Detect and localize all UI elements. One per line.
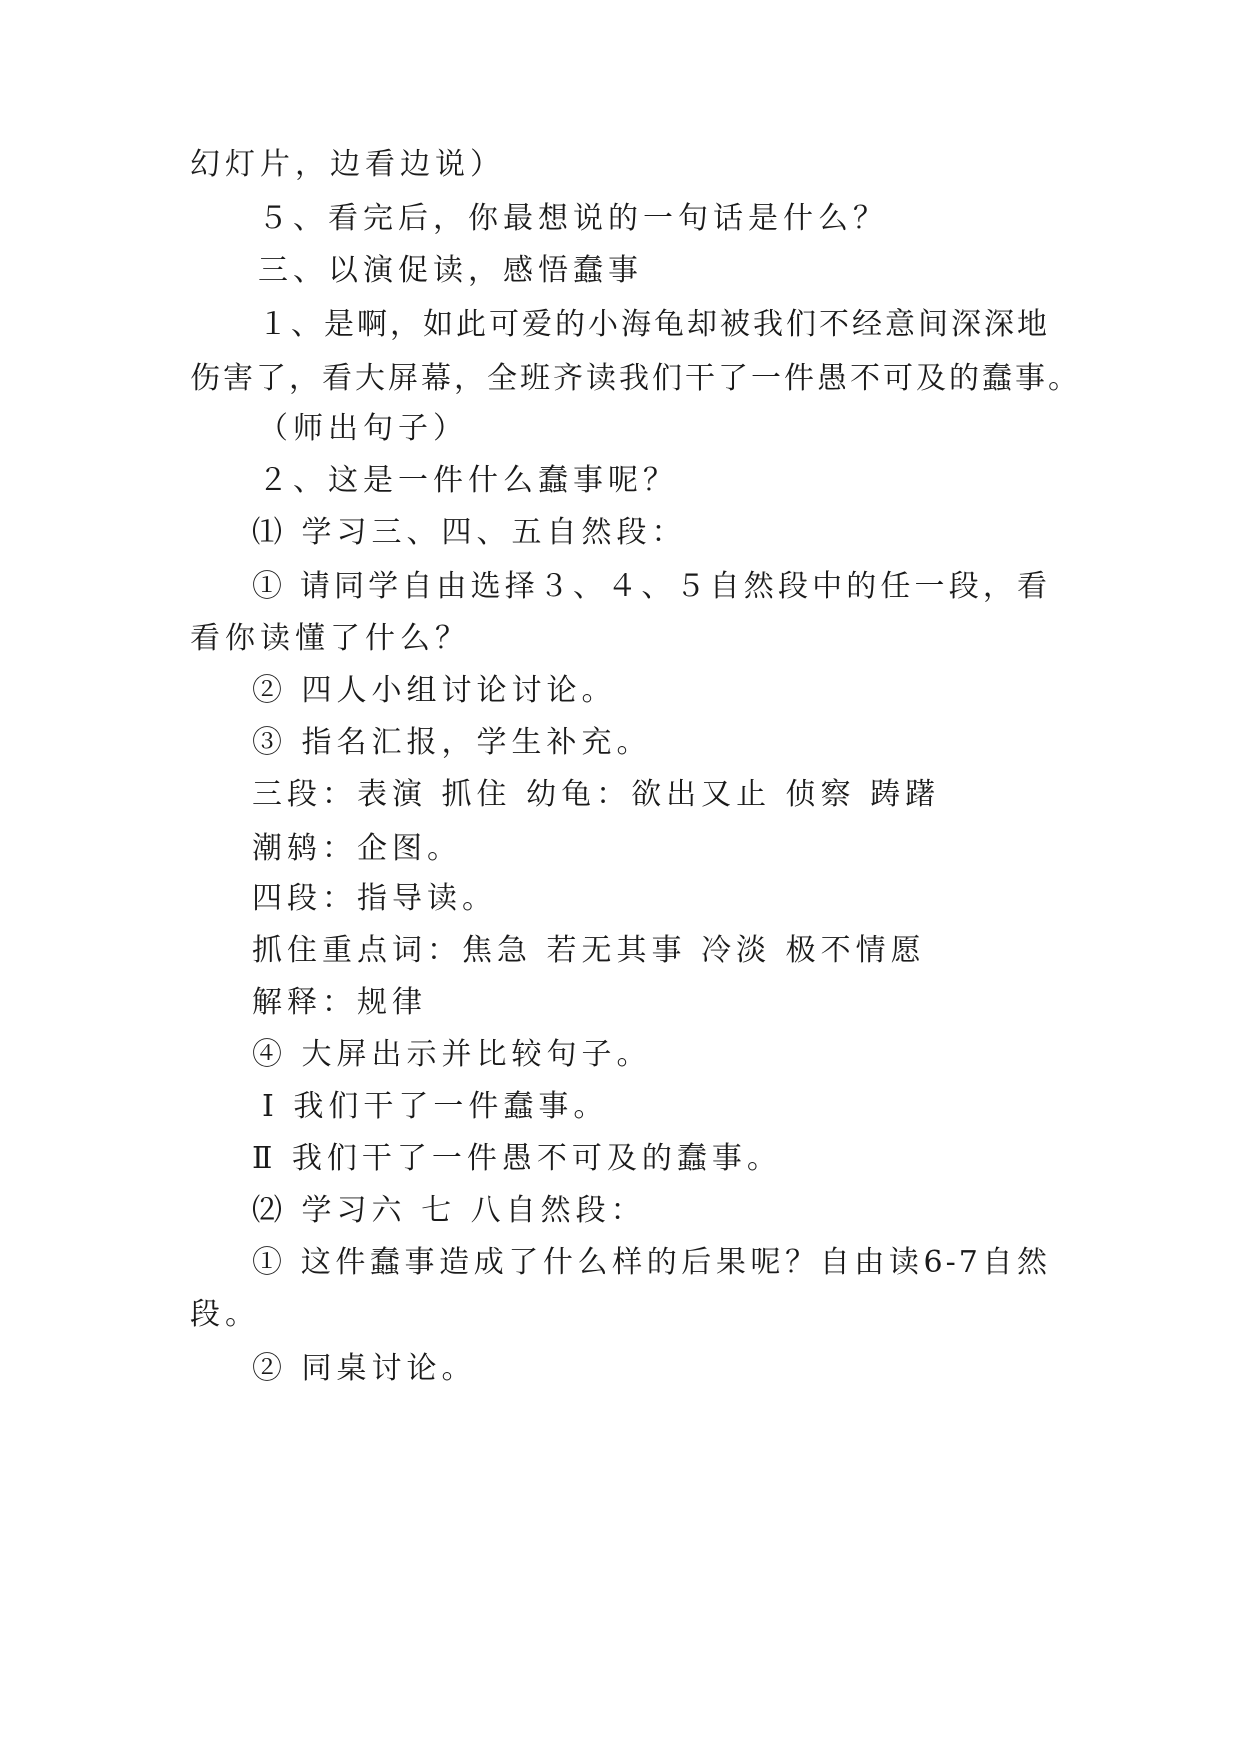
text-line: （师出句子） xyxy=(258,411,468,446)
text-line: ⑴ 学习三、四、五自然段： xyxy=(252,515,687,550)
text-line: Ⅰ 我们干了一件蠢事。 xyxy=(262,1089,609,1124)
text-line: Ⅱ 我们干了一件愚不可及的蠢事。 xyxy=(252,1141,782,1176)
text-line: ② 四人小组讨论讨论。 xyxy=(252,673,617,708)
text-line: ② 同桌讨论。 xyxy=(252,1351,477,1386)
text-line: ５、看完后，你最想说的一句话是什么？ xyxy=(258,201,888,236)
text-line: 伤害了，看大屏幕，全班齐读我们干了一件愚不可及的蠢事。 xyxy=(190,361,1081,396)
text-line: ④ 大屏出示并比较句子。 xyxy=(252,1037,652,1072)
text-line: 解释：规律 xyxy=(252,985,427,1020)
section-heading: 三、以演促读，感悟蠢事 xyxy=(258,253,643,288)
text-line: 潮鸫：企图。 xyxy=(252,831,462,866)
text-line: 看你读懂了什么？ xyxy=(190,621,470,656)
text-line: 四段：指导读。 xyxy=(252,881,497,916)
text-line: ① 请同学自由选择３、４、５自然段中的任一段，看 xyxy=(252,569,1050,604)
text-line: １、是啊，如此可爱的小海龟却被我们不经意间深深地 xyxy=(258,307,1050,342)
text-line: ⑵ 学习六 七 八自然段： xyxy=(252,1193,646,1228)
text-line: ③ 指名汇报，学生补充。 xyxy=(252,725,652,760)
text-line: ① 这件蠢事造成了什么样的后果呢？自由读6-7自然 xyxy=(252,1245,1050,1280)
text-line: 幻灯片，边看边说） xyxy=(190,147,505,182)
text-line: 三段：表演 抓住 幼龟：欲出又止 侦察 踌躇 xyxy=(252,777,941,812)
text-line: 段。 xyxy=(190,1297,260,1332)
text-line: ２、这是一件什么蠢事呢？ xyxy=(258,463,678,498)
text-line: 抓住重点词：焦急 若无其事 冷淡 极不情愿 xyxy=(252,933,926,968)
